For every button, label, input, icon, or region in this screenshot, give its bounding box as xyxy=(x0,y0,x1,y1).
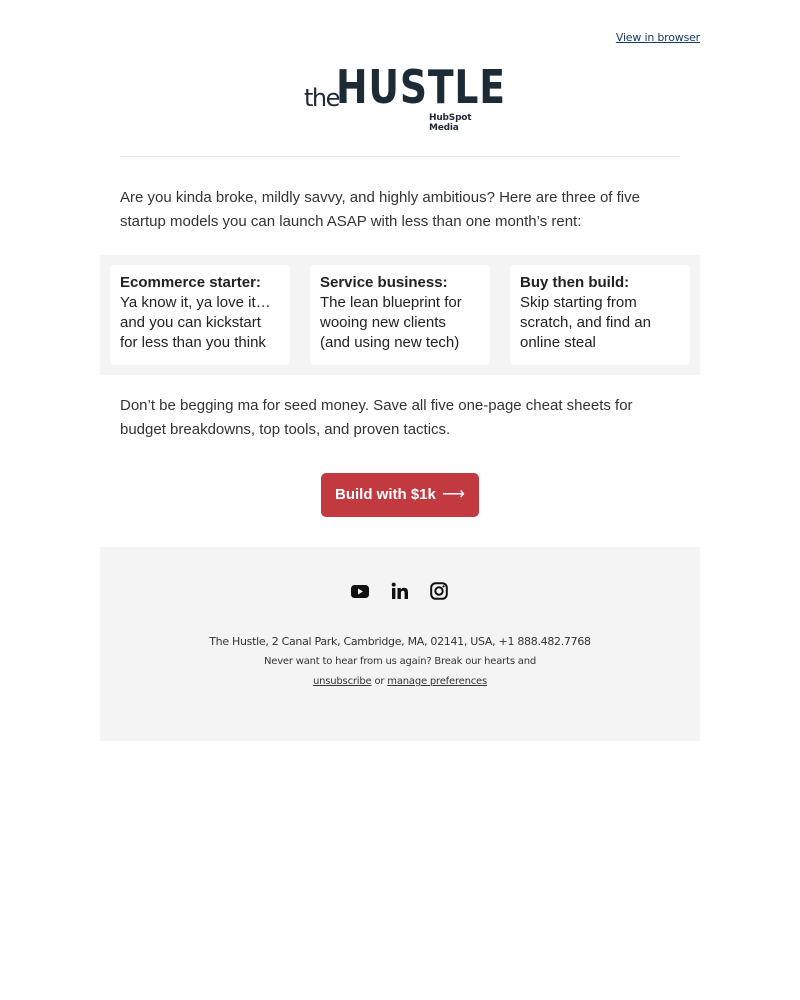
card-description: Ya know it, ya love it… and you can kickstart for less than you think xyxy=(120,294,271,351)
card-service-business xyxy=(310,265,490,365)
the-hustle-logo[interactable] xyxy=(303,60,506,133)
startup-models-panel xyxy=(100,255,700,375)
build-with-1k-button[interactable] xyxy=(321,473,479,517)
card-description: Skip starting from scratch, and find an online steal xyxy=(520,294,651,351)
company-address: The Hustle, 2 Canal Park, Cambridge, MA, 02141, USA, +1 888.482.7768 xyxy=(209,635,591,648)
logo-the-text: the xyxy=(304,84,339,112)
cta-label: Build with $1k xyxy=(335,486,436,503)
card-title: Ecommerce starter: xyxy=(120,274,261,291)
youtube-icon[interactable] xyxy=(350,581,370,601)
unsubscribe-prompt: Never want to hear from us again? Break our hearts and xyxy=(263,656,537,667)
arrow-right-icon: ⟶ xyxy=(442,486,465,503)
unsubscribe-link[interactable]: unsubscribe xyxy=(312,676,372,687)
footer-links xyxy=(100,676,700,687)
or-text: or xyxy=(374,676,385,687)
card-title: Buy then build: xyxy=(520,274,630,291)
intro-paragraph: Are you kinda broke, mildly savvy, and highly ambitious? Here are three of five startup models you can launch ASAP with less than one month’s rent: xyxy=(120,189,640,230)
linkedin-icon[interactable] xyxy=(390,581,410,601)
logo-hubspot-media-text: HubSpot Media xyxy=(429,113,472,133)
view-in-browser-link[interactable]: View in browser xyxy=(615,31,700,44)
instagram-icon[interactable] xyxy=(429,581,449,601)
card-title: Service business: xyxy=(320,274,448,291)
logo-hustle-text: HUSTLE xyxy=(336,60,506,114)
header-divider xyxy=(120,156,680,157)
card-description: The lean blueprint for wooing new clients (and using new tech) xyxy=(320,294,462,351)
outro-paragraph: Don’t be begging ma for seed money. Save all five one-page cheat sheets for budget breakdowns, top tools, and proven tactics. xyxy=(120,397,633,438)
footer xyxy=(100,547,700,741)
card-buy-then-build xyxy=(510,265,690,365)
card-ecommerce-starter xyxy=(110,265,290,365)
manage-preferences-link[interactable]: manage preferences xyxy=(387,676,488,687)
